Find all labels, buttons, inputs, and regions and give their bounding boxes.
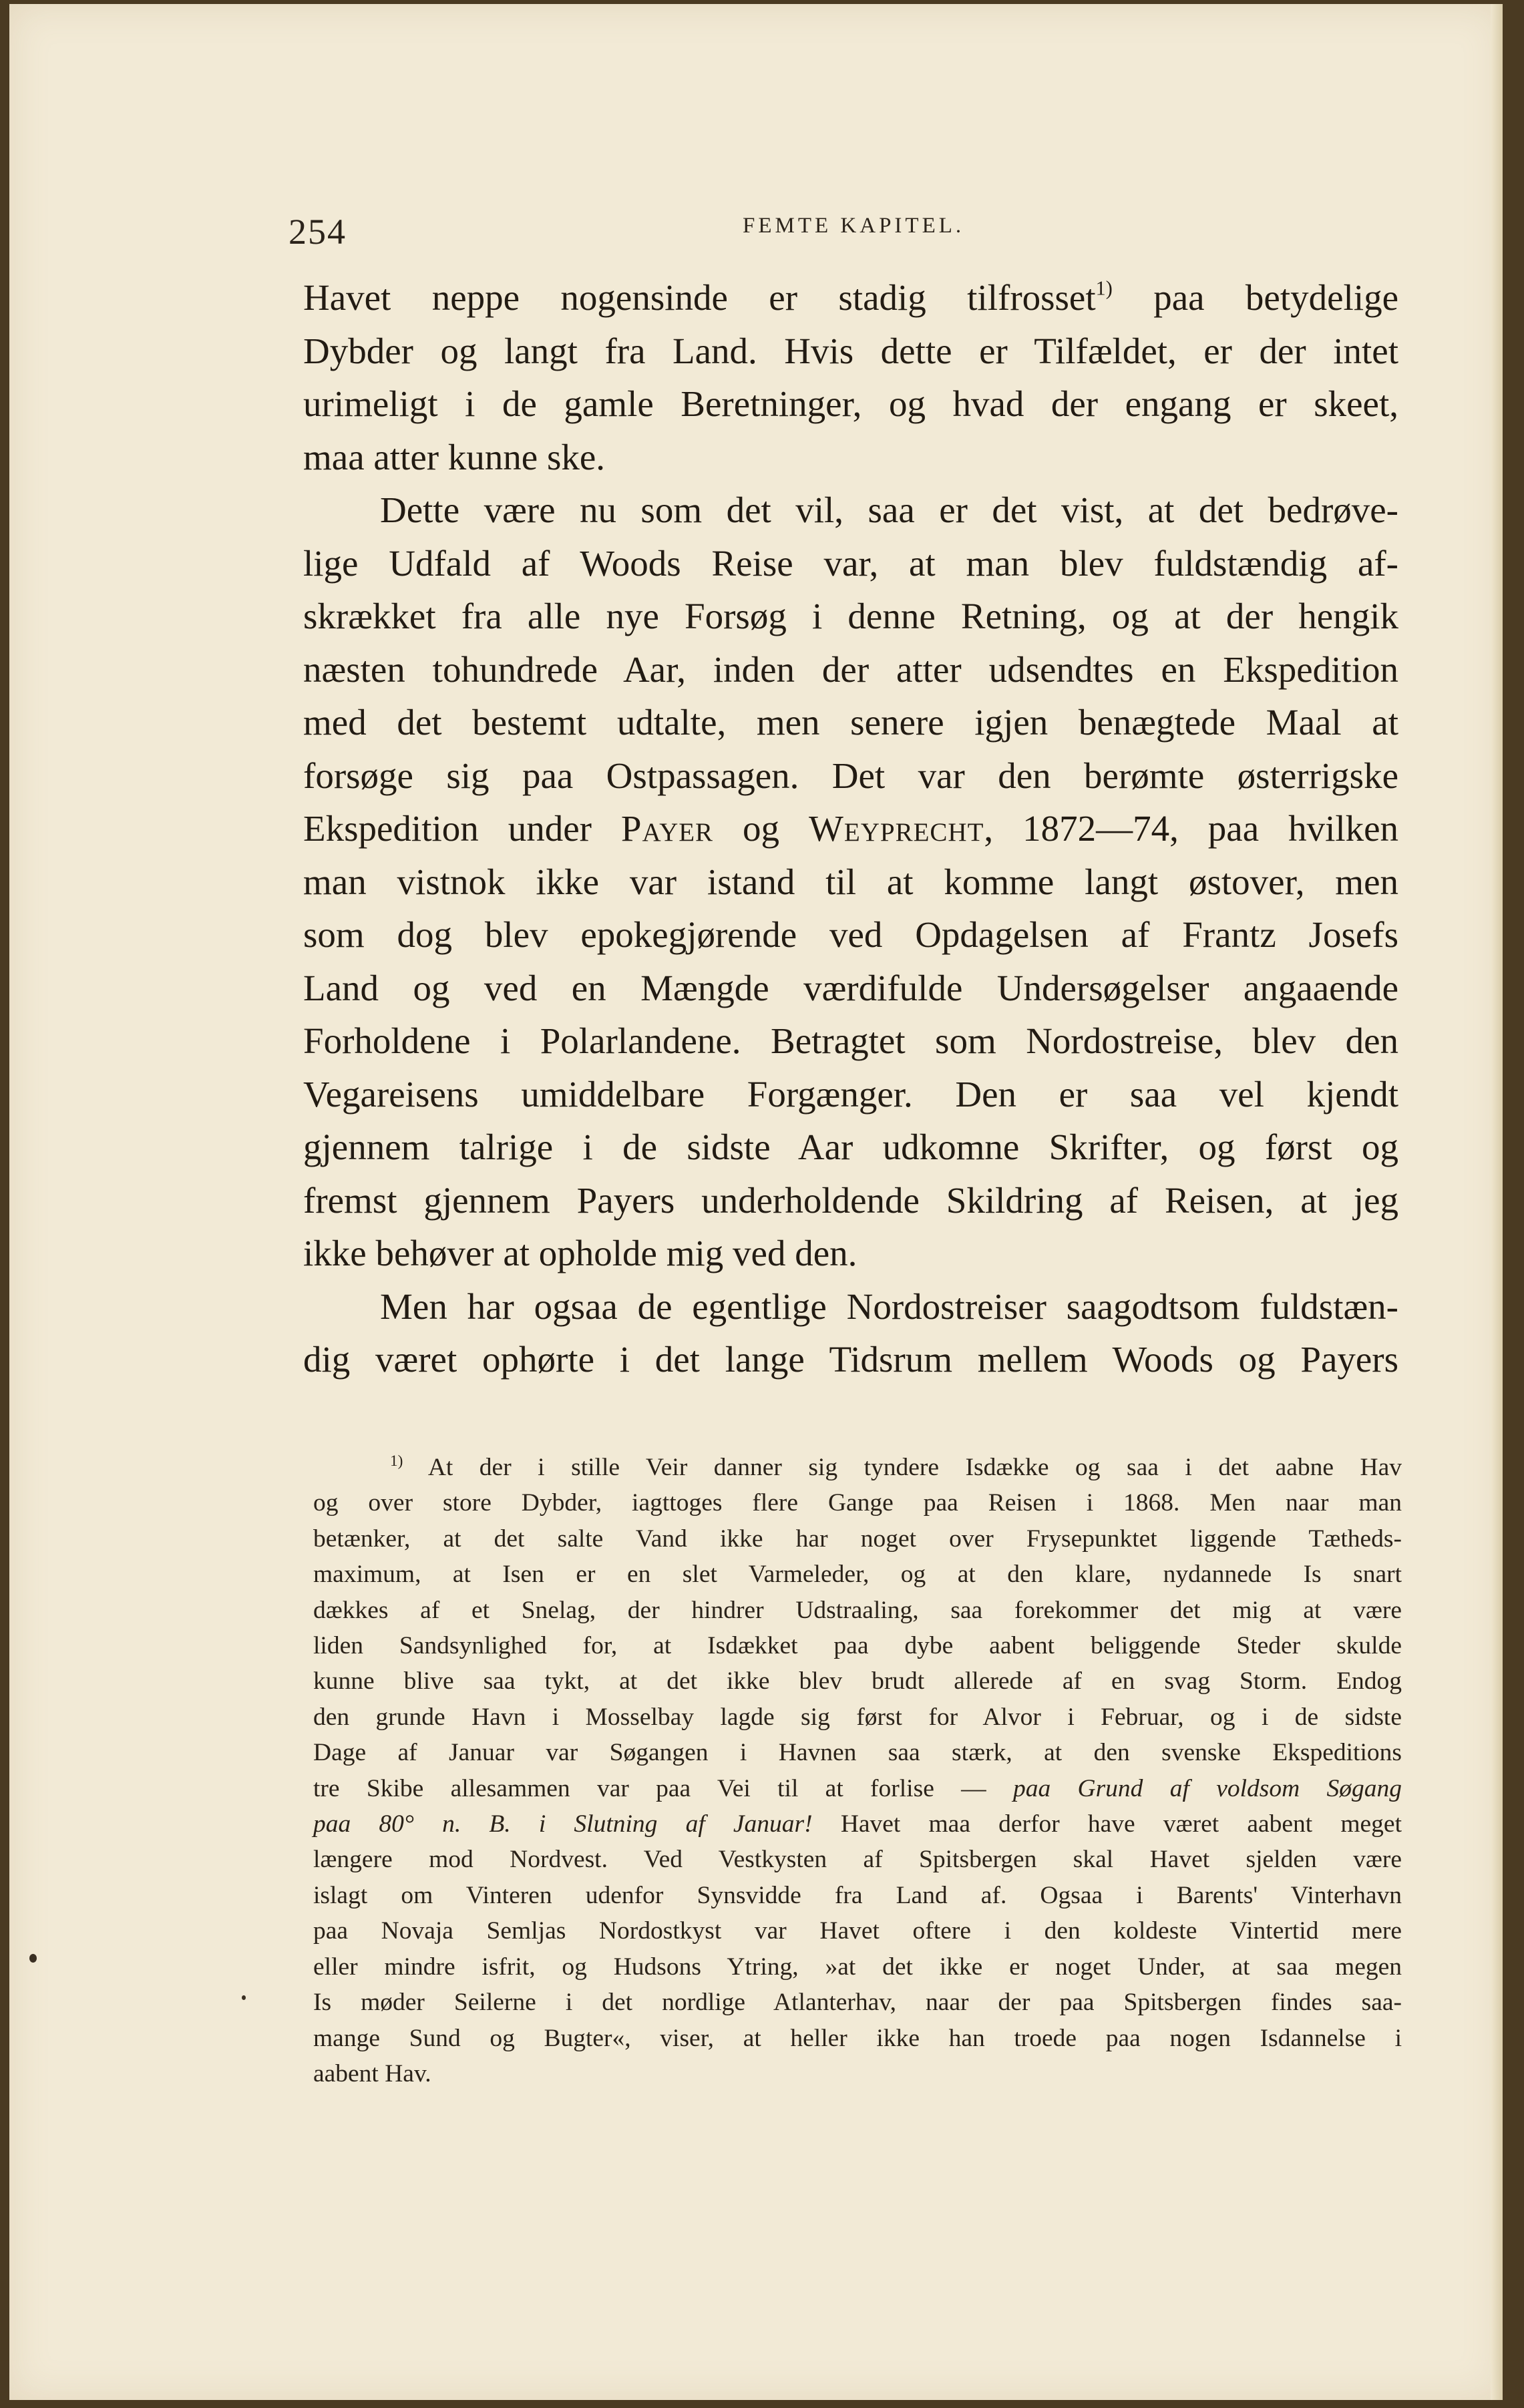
page bbox=[9, 4, 1503, 2400]
ink-speck bbox=[242, 1995, 246, 2000]
footnote-ref: 1) bbox=[1095, 276, 1113, 300]
text-line: forsøge sig paa Ostpassagen. Det var den berømte østerrigske bbox=[303, 755, 1398, 796]
footnote-line: aabent Hav. bbox=[313, 2059, 431, 2087]
footnote bbox=[313, 1450, 1402, 2091]
footnote-line: $^{1)}$ At der i stille Veir danner sig tyndere Isdække og saa i det aabne Hav bbox=[390, 1452, 1402, 1481]
text-line: Ekspedition under Payer og Weyprecht, 1872—74, paa hvilken bbox=[303, 808, 1399, 849]
text-line: ikke behøver at opholde mig ved den. bbox=[303, 1233, 858, 1273]
footnote-line: Dage af Januar var Søgangen i Havnen saa stærk, at den svenske Ekspeditions bbox=[313, 1739, 1402, 1767]
page-number: 254 bbox=[289, 212, 347, 252]
footnote-line: liden Sandsynlighed for, at Isdækket paa dybe aabent beliggende Steder skulde bbox=[313, 1632, 1402, 1660]
page-edge bbox=[1491, 4, 1503, 2400]
footnote-line: mange Sund og Bugter«, viser, at heller ikke han troede paa nogen Isdannelse i bbox=[313, 2024, 1402, 2052]
text-line: man vistnok ikke var istand til at komme langt østover, men bbox=[303, 861, 1398, 902]
text-line: Men har ogsaa de egentlige Nordostreiser saagodtsom fuldstæn- bbox=[380, 1285, 1398, 1327]
text-line: skrækket fra alle nye Forsøg i denne Retning, og at der hengik bbox=[303, 596, 1398, 636]
name-weyprecht: Weyprecht bbox=[808, 808, 984, 849]
footnote-line: paa 80° n. B. i Slutning af Januar! Havet maa derfor have været aabent meget bbox=[313, 1810, 1402, 1838]
footnote-line: Is møder Seilerne i det nordlige Atlanterhav, naar der paa Spitsbergen findes saa- bbox=[313, 1989, 1402, 2017]
footnote-line: kunne blive saa tykt, at det ikke blev brudt allerede af en svag Storm. Endog bbox=[313, 1667, 1402, 1695]
text-line: Havet neppe nogensinde er stadig tilfrosset$^{1)}$ paa betydelige bbox=[303, 276, 1399, 318]
footnote-mark: 1) bbox=[390, 1452, 403, 1470]
name-payer: Payer bbox=[620, 808, 714, 849]
footnote-line: islagt om Vinteren udenfor Synsvidde fra Land af. Ogsaa i Barents' Vinterhavn bbox=[313, 1881, 1402, 1909]
footnote-line: den grunde Havn i Mosselbay lagde sig først for Alvor i Februar, og i de sidste bbox=[313, 1703, 1402, 1731]
text-line: maa atter kunne ske. bbox=[303, 436, 606, 477]
text-line: Vegareisens umiddelbare Forgænger. Den er saa vel kjendt bbox=[303, 1073, 1398, 1115]
text-line: som dog blev epokegjørende ved Opdagelsen af Frantz Josefs bbox=[303, 914, 1398, 955]
text-line: Dette være nu som det vil, saa er det vist, at det bedrøve- bbox=[380, 489, 1398, 530]
text-line: Land og ved en Mængde værdifulde Undersøgelser angaaende bbox=[303, 967, 1398, 1008]
ink-speck bbox=[29, 1954, 37, 1963]
text-line: lige Udfald af Woods Reise var, at man blev fuldstændig af- bbox=[303, 542, 1398, 584]
text-line: fremst gjennem Payers underholdende Skildring af Reisen, at jeg bbox=[303, 1179, 1398, 1221]
footnote-line: dækkes af et Snelag, der hindrer Udstraaling, saa forekommer det mig at være bbox=[313, 1596, 1402, 1624]
footnote-italic: paa Grund af voldsom Søgang bbox=[1012, 1774, 1402, 1802]
text-line: Dybder og langt fra Land. Hvis dette er Tilfældet, er der intet bbox=[303, 330, 1398, 371]
footnote-line: og over store Dybder, iagttoges flere Gange paa Reisen i 1868. Men naar man bbox=[313, 1489, 1402, 1517]
footnote-italic: paa 80° n. B. i Slutning af Januar! bbox=[313, 1810, 813, 1838]
page-header bbox=[289, 204, 1424, 258]
footnote-line: tre Skibe allesammen var paa Vei til at forlise — paa Grund af voldsom Søgang bbox=[313, 1774, 1402, 1802]
footnote-line: længere mod Nordvest. Ved Vestkysten af Spitsbergen skal Havet sjelden være bbox=[313, 1846, 1402, 1874]
footnote-line: eller mindre isfrit, og Hudsons Ytring, »at det ikke er noget Under, at saa megen bbox=[313, 1953, 1402, 1981]
text-line: Forholdene i Polarlandene. Betragtet som Nordostreise, blev den bbox=[303, 1020, 1398, 1061]
text-line: med det bestemt udtalte, men senere igjen benægtede Maal at bbox=[303, 702, 1398, 743]
footnote-line: paa Novaja Semljas Nordostkyst var Havet oftere i den koldeste Vintertid mere bbox=[313, 1917, 1402, 1945]
running-head: FEMTE KAPITEL. bbox=[743, 214, 965, 238]
body-text bbox=[303, 271, 1398, 1386]
text-line: gjennem talrige i de sidste Aar udkomne Skrifter, og først og bbox=[303, 1127, 1398, 1167]
text-line: næsten tohundrede Aar, inden der atter udsendtes en Ekspedition bbox=[303, 648, 1398, 690]
text-line: dig været ophørte i det lange Tidsrum mellem Woods og Payers bbox=[303, 1339, 1398, 1380]
footnote-line: betænker, at det salte Vand ikke har noget over Frysepunktet liggende Tætheds- bbox=[313, 1525, 1402, 1553]
text-line: urimeligt i de gamle Beretninger, og hvad der engang er skeet, bbox=[303, 383, 1398, 424]
footnote-line: maximum, at Isen er en slet Varmeleder, og at den klare, nydannede Is snart bbox=[313, 1561, 1402, 1589]
